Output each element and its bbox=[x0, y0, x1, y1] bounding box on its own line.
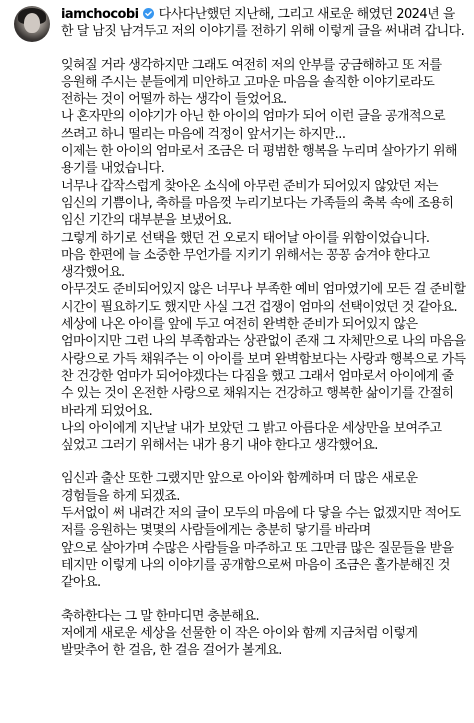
paragraph-gap bbox=[61, 592, 467, 608]
caption-paragraph-15: 저에게 새로운 세상을 선물한 이 작은 아이와 함께 지금처럼 이렇게 발맞추어 한 걸음, 한 걸음 걸어가 볼게요. bbox=[61, 625, 418, 659]
caption-paragraph-5: 너무나 갑작스럽게 찾아온 소식에 아무런 준비가 되어있지 않았던 저는 임신의 기쁨이나, 축하를 마음껏 누리기보다는 가족들의 축복 속에 조용히 임신 기간의 대부분을 보냈어요. bbox=[61, 178, 454, 229]
avatar-face bbox=[24, 13, 40, 33]
caption-paragraph-12: 두서없이 써 내려간 저의 글이 모두의 마음에 다 닿을 수는 없겠지만 적어도 저를 응원하는 몇몇의 사람들에게는 충분히 닿기를 바라며 bbox=[61, 506, 461, 539]
caption-paragraph-1-text: 다사다난했던 지난해, 그리고 새로운 해였던 2024년 을 한 달 남짓 남겨두고 저의 이야기를 전하기 위해 이렇게 글을 써내려 갑니다. bbox=[61, 7, 465, 40]
paragraph-gap bbox=[61, 454, 467, 470]
caption-paragraph-10: 나의 아이에게 지난날 내가 보았던 그 밝고 아름다운 세상만을 보여주고 싶었고 그러기 위해서는 내가 용기 내야 한다고 생각했어요. bbox=[61, 420, 442, 454]
paragraph-gap bbox=[61, 41, 467, 57]
caption-text bbox=[61, 6, 467, 659]
caption-paragraph-3: 나 혼자만의 이야기가 아닌 한 아이의 엄마가 되어 이런 글을 공개적으로 쓰려고 하니 떨리는 마음에 걱정이 앞서기는 하지만... bbox=[61, 109, 446, 142]
caption-paragraph-7: 마음 한편에 늘 소중한 무언가를 지키기 위해서는 꽁꽁 숨겨야 한다고 생각했어요. bbox=[61, 247, 430, 281]
caption-paragraph-6: 그렇게 하기로 선택을 했던 건 오로지 태어날 아이를 위함이었습니다. bbox=[61, 230, 430, 246]
caption-paragraph-8: 아무것도 준비되어있지 않은 너무나 부족한 예비 엄마였기에 모든 걸 준비할 시간이 필요하기도 했지만 사실 그건 겁쟁이 엄마의 선택이었던 것 같아요. bbox=[61, 282, 466, 315]
caption-paragraph-13: 앞으로 살아가며 수많은 사람들을 마주하고 또 그만큼 많은 질문들을 받을 테지만 이렇게 나의 이야기를 공개함으로써 마음이 조금은 홀가분해진 것 같아요. bbox=[61, 540, 454, 591]
caption-paragraph-4: 이제는 한 아이의 엄마로서 조금은 더 평범한 행복을 누리며 살아가기 위해 용기를 내었습니다. bbox=[61, 144, 458, 177]
caption-paragraph-11: 임신과 출산 또한 그랬지만 앞으로 아이와 함께하며 더 많은 새로운 경험들을 하게 되겠죠. bbox=[61, 471, 418, 504]
caption-paragraph-2: 잊혀질 거라 생각하지만 그래도 여전히 저의 안부를 궁금해하고 또 저를 응원해 주시는 분들에게 미안하고 고마운 마음을 솔직한 이야기로라도 전하는 것이 어떨까 하는 생각이 들었어요. bbox=[61, 57, 442, 108]
profile-avatar[interactable] bbox=[14, 6, 50, 42]
caption-paragraph-1 bbox=[61, 6, 467, 41]
verified-badge-icon bbox=[143, 8, 154, 19]
caption-paragraph-9: 세상에 나온 아이를 앞에 두고 여전히 완벽한 준비가 되어있지 않은 엄마이지만 그런 나의 부족함과는 상관없이 존재 그 자체만으로 나의 마음을 사랑으로 가득 채워주는 이 아이를 보며 완벽함보다는 사랑과 행복으로 가득 찬 건강한 엄마가 되어야겠다는 다짐을 했고 그래서 엄마로서 아이에게 줄 수 있는 것이 온전한 사랑으로 채워지는 건강하고 행복한 삶이기를 간절히 바라게 되었어요. bbox=[61, 317, 466, 419]
username-link[interactable]: iamchocobi bbox=[61, 7, 139, 22]
caption-paragraph-14: 축하한다는 그 말 한마디면 충분해요. bbox=[61, 608, 260, 624]
